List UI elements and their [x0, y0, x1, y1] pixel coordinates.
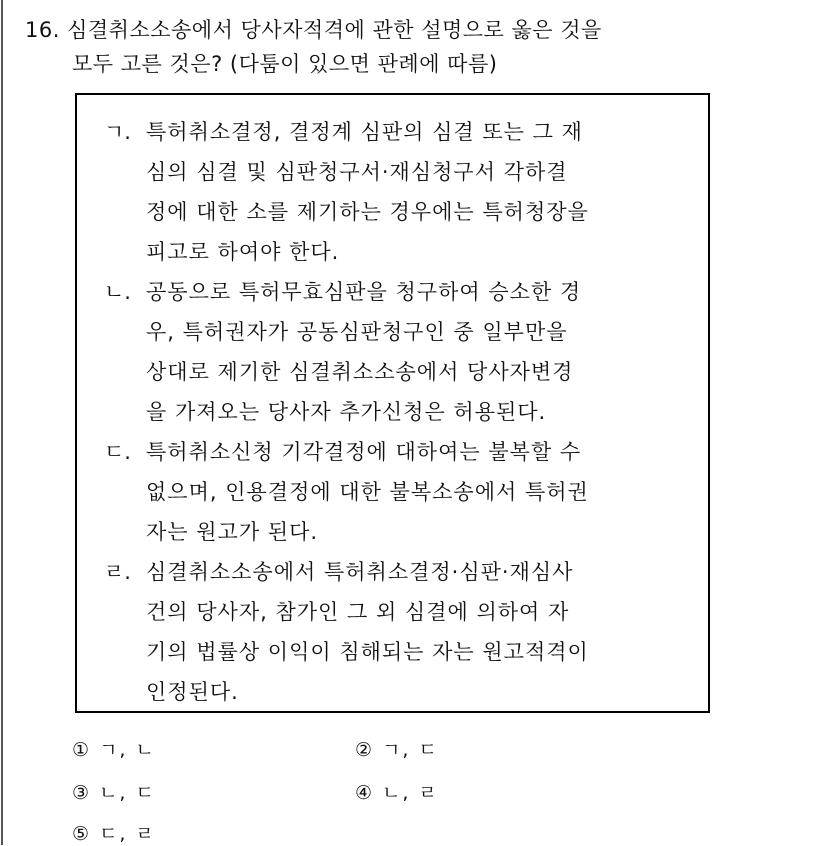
answer-choice-4[interactable]: ④ ㄴ, ㄹ: [355, 782, 439, 804]
statement-marker-a: ㄱ.: [104, 120, 131, 144]
statement-c-line: 자는 원고가 된다.: [146, 520, 319, 544]
answer-choice-5[interactable]: ⑤ ㄷ, ㄹ: [72, 823, 156, 845]
question-number: 16.: [25, 18, 60, 42]
question-text-line-1: 심결취소소송에서 당사자적격에 관한 설명으로 옳은 것을: [67, 18, 602, 42]
statement-marker-b: ㄴ.: [104, 280, 131, 304]
statement-marker-d: ㄹ.: [104, 560, 131, 584]
statement-b-line: 상대로 제기한 심결취소소송에서 당사자변경: [146, 360, 574, 384]
statement-b-line: 을 가져오는 당사자 추가신청은 허용된다.: [146, 400, 547, 424]
answer-choice-1[interactable]: ① ㄱ, ㄴ: [72, 739, 156, 761]
statement-d-line: 건의 당사자, 참가인 그 외 심결에 의하여 자: [146, 600, 570, 624]
statement-a-line: 정에 대한 소를 제기하는 경우에는 특허청장을: [146, 200, 589, 224]
answer-choice-2[interactable]: ② ㄱ, ㄷ: [355, 739, 439, 761]
statement-a-line: 심의 심결 및 심판청구서·재심청구서 각하결: [146, 160, 568, 184]
statement-a-line: 피고로 하여야 한다.: [146, 240, 340, 264]
statement-b-line: 공동으로 특허무효심판을 청구하여 승소한 경: [146, 280, 582, 304]
question-stem: [25, 14, 602, 44]
statement-marker-c: ㄷ.: [104, 440, 131, 464]
statement-c-line: 특허취소신청 기각결정에 대하여는 불복할 수: [146, 440, 582, 464]
page-left-border: [1, 0, 3, 845]
statement-d-line: 인정된다.: [146, 680, 239, 704]
statement-d-line: 심결취소소송에서 특허취소결정·심판·재심사: [146, 560, 574, 584]
statement-d-line: 기의 법률상 이익이 침해되는 자는 원고적격이: [146, 640, 589, 664]
answer-choice-3[interactable]: ③ ㄴ, ㄷ: [72, 782, 156, 804]
statement-c-line: 없으며, 인용결정에 대한 불복소송에서 특허권: [146, 480, 589, 504]
statement-a-line: 특허취소결정, 결정계 심판의 심결 또는 그 재: [146, 120, 583, 144]
question-text-line-2: 모두 고른 것은? (다툼이 있으면 판례에 따름): [72, 52, 498, 76]
statement-b-line: 우, 특허권자가 공동심판청구인 중 일부만을: [146, 320, 568, 344]
